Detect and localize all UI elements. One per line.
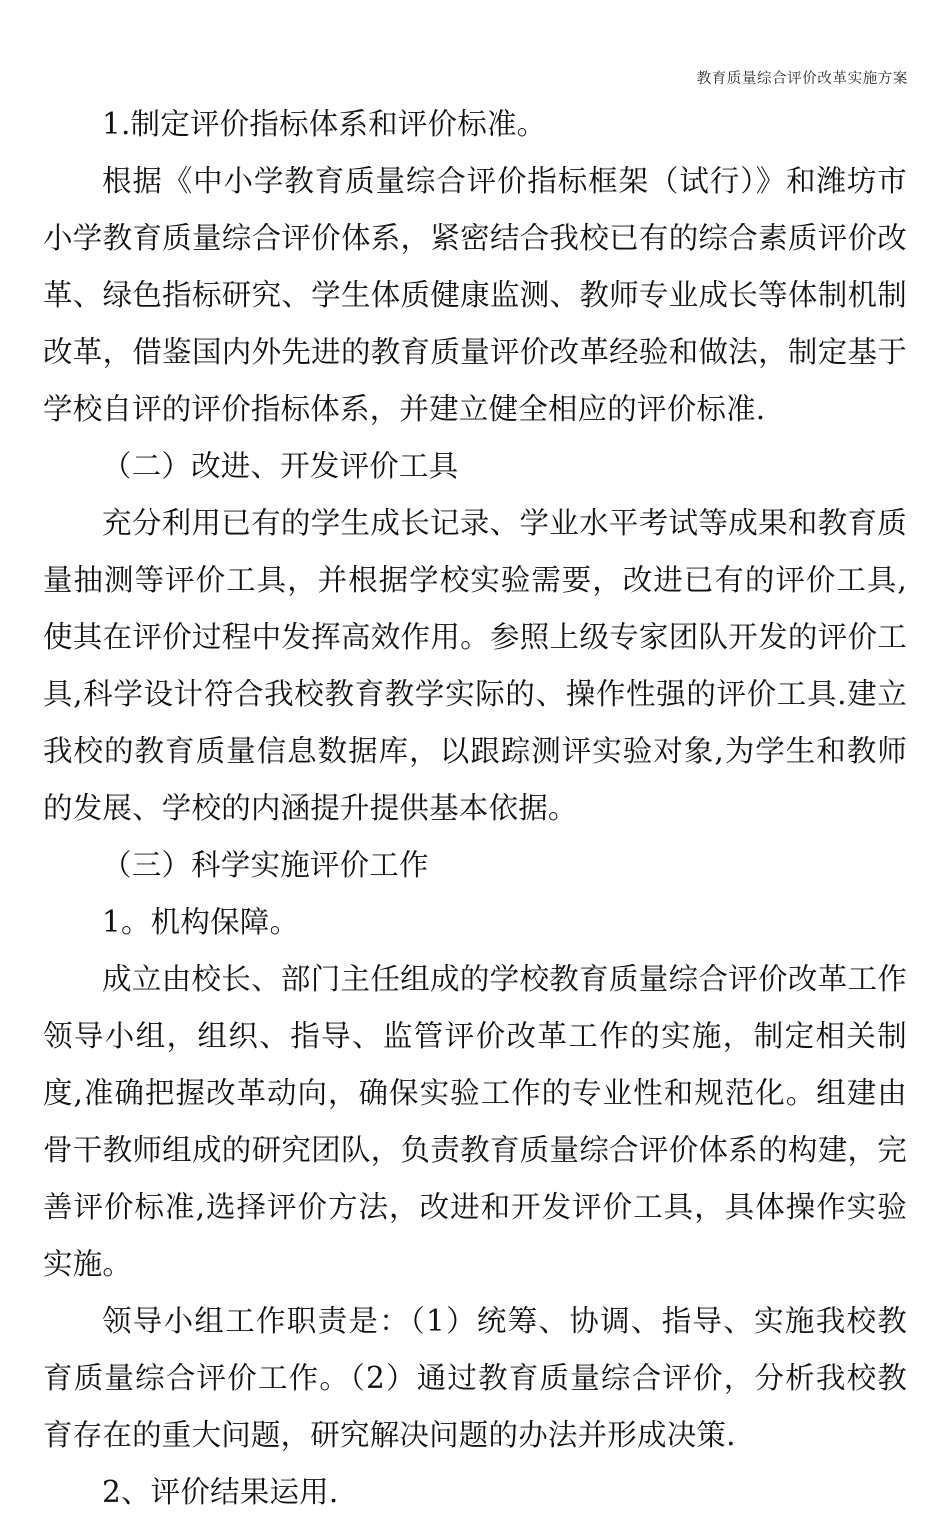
paragraph-1: 1.制定评价指标体系和评价标准。 [102,107,547,141]
paragraph-2: 根据《中小学教育质量综合评价指标框架（试行）》和潍坊市小学教育质量综合评价体系，紧密结合我校已有的综合素质评价改革、绿色指标研究、学生体质健康监测、教师专业成长等体制机制改革，借鉴国内外先进的教育质量评价改革经验和做法，制定基于学校自评的评价指标体系，并建立健全相应的评价标准. [43,164,907,426]
running-header: 教育质量综合评价改革实施方案 [696,71,908,87]
paragraph-7: 成立由校长、部门主任组成的学校教育质量综合评价改革工作领导小组，组织、指导、监管评价改革工作的实施，制定相关制度,准确把握改革动向，确保实验工作的专业性和规范化。组建由骨干教师组成的研究团队，负责教育质量综合评价体系的构建，完善评价标准,选择评价方法，改进和开发评价工具，具体操作实验实施。 [43,962,907,1281]
paragraph-6-subheading: 1。机构保障。 [102,905,300,939]
paragraph-3-heading: （二）改进、开发评价工具 [102,449,459,483]
paragraph-9-subheading: 2、评价结果运用. [102,1475,339,1509]
paragraph-5-heading: （三）科学实施评价工作 [102,848,429,882]
paragraph-4: 充分利用已有的学生成长记录、学业水平考试等成果和教育质量抽测等评价工具，并根据学校实验需要，改进已有的评价工具,使其在评价过程中发挥高效作用。参照上级专家团队开发的评价工具,科学设计符合我校教育教学实际的、操作性强的评价工具.建立我校的教育质量信息数据库，以跟踪测评实验对象,为学生和教师的发展、学校的内涵提升提供基本依据。 [43,506,907,825]
document-body [43,96,907,1521]
paragraph-8: 领导小组工作职责是：（1）统筹、协调、指导、实施我校教育质量综合评价工作。（2）通过教育质量综合评价，分析我校教育存在的重大问题，研究解决问题的办法并形成决策. [43,1304,907,1452]
